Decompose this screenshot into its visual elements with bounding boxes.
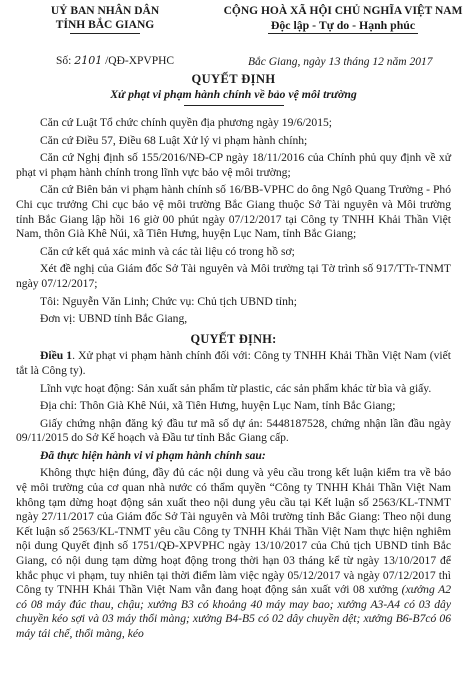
authority-line-2: TỈNH BẮC GIANG xyxy=(55,19,155,31)
preamble-line: Căn cứ kết quả xác minh và các tài liệu có trong hồ sơ; xyxy=(40,244,295,258)
reference-number xyxy=(56,54,174,67)
country-name: CỘNG HOÀ XÃ HỘI CHỦ NGHĨA VIỆT NAM xyxy=(223,5,463,17)
preamble-line: Căn cứ Nghị định số 155/2016/NĐ-CP ngày 18/11/2016 của Chính phủ quy định về xử phạt vi phạm hành chính trong lĩnh vực bảo vệ môi trường; xyxy=(16,151,451,179)
preamble-line: Đơn vị: UBND tỉnh Bắc Giang, xyxy=(40,312,188,326)
detail-line: Lĩnh vực hoạt động: Sản xuất sản phẩm từ plastic, các sản phẩm khác từ bìa và giấy. xyxy=(40,381,432,395)
document-subtitle: Xử phạt vi phạm hành chính về bảo vệ môi trường xyxy=(110,87,357,101)
document-body xyxy=(16,116,451,642)
place-and-date xyxy=(248,54,432,69)
violations-heading: Đã thực hiện hành vi vi phạm hành chính sau: xyxy=(40,448,266,462)
ref-number-handwritten: 2101 xyxy=(74,54,103,67)
violation-main-text: Không thực hiện đúng, đầy đủ các nội dung và yêu cầu trong kết luận kiểm tra về bảo vệ môi trường của cơ quan nhà nước có thẩm quyền “Công ty TNHH Khải Thần Việt Nam không tạm dừng hoạt động sản xuất theo nội dung yêu cầu tại Kết luận số 2563/KL-TNMT ngày 27/11/2017 của Giám đốc Sở Tài nguyên và Môi trường tỉnh Bắc Giang: Theo nội dung Kết luận số 2563/KL-TNMT yêu cầu Công ty TNHH Khải Thần Việt Nam thực hiện nghiêm nội dung Quyết định số 1751/QĐ-XPVPHC ngày 13/10/2017 của Chủ tịch UBND tỉnh Bắc Giang, có nội dung tạm dừng hoạt động trong thời hạn 03 tháng kể từ ngày 13/10/2017 để khắc phục vi phạm, tuy nhiên tại thời điểm làm việc ngày 05/12/2017 và ngày 07/12/2017 thì Công ty TNHH Khải Thần Việt Nam vẫn đang hoạt động sản xuất với 08 xưởng xyxy=(16,466,451,597)
authority-line-1: UỶ BAN NHÂN DÂN xyxy=(50,5,160,17)
issuing-authority xyxy=(30,4,180,34)
detail-line: Địa chỉ: Thôn Già Khê Núi, xã Tiên Hưng, huyện Lục Nam, tỉnh Bắc Giang; xyxy=(40,399,396,413)
ref-prefix: Số: xyxy=(56,55,75,67)
preamble-line: Tôi: Nguyễn Văn Linh; Chức vụ: Chủ tịch UBND tỉnh; xyxy=(40,294,297,308)
preamble-line: Xét đề nghị của Giám đốc Sở Tài nguyên và Môi trường tại Tờ trình số 917/TTr-TNMT ngày 07/12/2017; xyxy=(16,262,451,290)
article-1-label: Điều 1 xyxy=(40,349,73,363)
motto-underline xyxy=(268,33,418,34)
violation-description xyxy=(16,466,451,641)
date-day-handwritten: 13 xyxy=(328,54,341,68)
subtitle-underline xyxy=(184,105,284,106)
ref-suffix: /QĐ-XPVPHC xyxy=(102,55,175,67)
national-title xyxy=(212,4,471,34)
preamble-line: Căn cứ Luật Tổ chức chính quyền địa phương ngày 19/6/2015; xyxy=(40,116,333,129)
preamble-line: Căn cứ Điều 57, Điều 68 Luật Xử lý vi phạm hành chính; xyxy=(40,133,308,147)
document-title: QUYẾT ĐỊNH xyxy=(191,72,276,86)
date-prefix: Bắc Giang, ngày xyxy=(248,56,329,68)
national-motto: Độc lập - Tự do - Hạnh phúc xyxy=(270,18,416,32)
article-1-text: . Xử phạt vi phạm hành chính đối với: Công ty TNHH Khải Thần Việt Nam (viết tắt là Công ty). xyxy=(16,349,451,377)
detail-line: Giấy chứng nhận đăng ký đầu tư mã số dự án: 5448187528, chứng nhận lần đầu ngày 09/11/2015 do Sở Kế hoạch và Đầu tư tỉnh Bắc Giang cấp. xyxy=(16,416,451,445)
date-suffix: tháng 12 năm 2017 xyxy=(340,56,433,68)
article-1 xyxy=(16,349,451,378)
preamble-line: Căn cứ Biên bản vi phạm hành chính số 16/BB-VPHC do ông Ngô Quang Trường - Phó Chi cục trưởng Chi cục bảo vệ môi trường Bắc Giang thuộc Sở Tài nguyên và Môi trường tỉnh Bắc Giang lập hồi 16 giờ 00 phút ngày 07/12/2017 tại Công ty TNHH Khải Thần Việt Nam, thôn Già Khê Núi, xã Tiên Hưng, huyện Lục Nam, tỉnh Bắc Giang; xyxy=(16,183,451,241)
decision-heading: QUYẾT ĐỊNH: xyxy=(190,331,277,346)
violation-italic-text: (xưởng A2 có 08 máy đúc thau, chậu; xưởng B3 có khoảng 40 máy may bao; xưởng A3-A4 có 03 dây chuyền kéo sợi và 03 máy thổi màng; xưởng B4-B5 có 02 dây chuyền dệt; xưởng B6-B7có 06 máy tái chế, thổi màng, kéo xyxy=(16,583,451,640)
document-header xyxy=(16,0,463,70)
authority-underline xyxy=(70,33,140,34)
